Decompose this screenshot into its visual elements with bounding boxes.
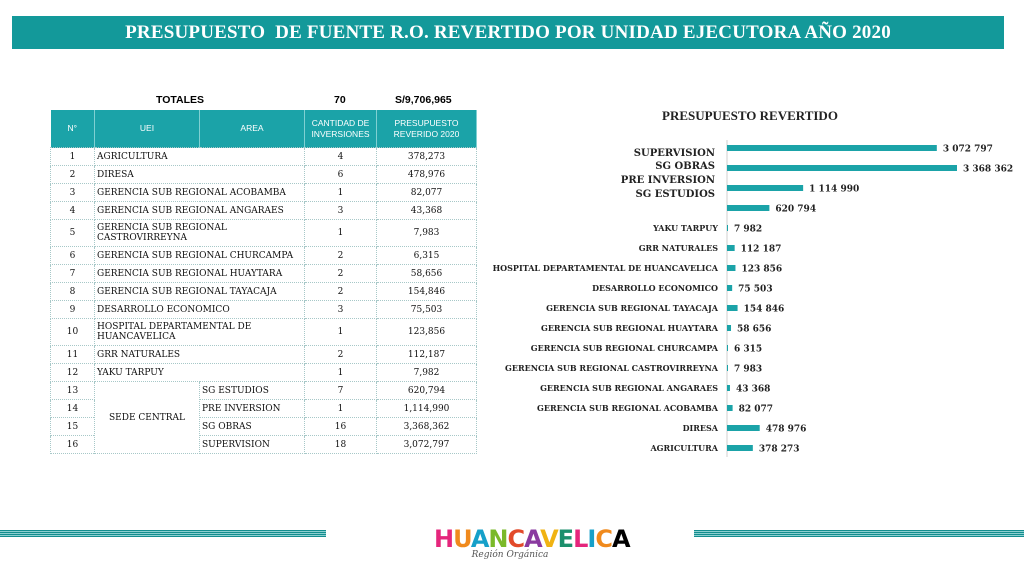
cell-cantidad: 1: [305, 220, 377, 247]
page-title: PRESUPUESTO DE FUENTE R.O. REVERTIDO POR UNIDAD EJECUTORA AÑO 2020: [125, 21, 891, 43]
cell-monto: 112,187: [377, 346, 477, 364]
chart-bar: [727, 425, 760, 431]
chart-value-label: 112 187: [740, 244, 782, 255]
logo-tagline: Región Orgánica: [471, 550, 549, 560]
col-header-n: N°: [51, 110, 95, 148]
chart-bar: [727, 345, 728, 351]
chart-bar: [727, 365, 728, 371]
chart-bar: [727, 245, 735, 251]
cell-monto: 620,794: [377, 382, 477, 400]
logo-letter: E: [557, 525, 574, 553]
cell-n: 4: [51, 202, 95, 220]
cell-area: SUPERVISION: [200, 436, 305, 454]
cell-monto: 58,656: [377, 265, 477, 283]
cell-area: SG ESTUDIOS: [200, 382, 305, 400]
cell-n: 8: [51, 283, 95, 301]
cell-n: 2: [51, 166, 95, 184]
chart-category-label: GERENCIA SUB REGIONAL TAYACAJA: [546, 303, 718, 313]
cell-monto: 6,315: [377, 247, 477, 265]
cell-monto: 75,503: [377, 301, 477, 319]
cell-n: 9: [51, 301, 95, 319]
cell-sede-central: SEDE CENTRAL: [95, 382, 200, 454]
chart-value-label: 43 368: [735, 384, 771, 395]
chart-category-label: YAKU TARPUY: [653, 223, 718, 233]
footer-stripe-right: [694, 530, 1024, 537]
col-header-cantidad: CANTIDAD DE INVERSIONES: [305, 110, 377, 148]
cell-uei: GERENCIA SUB REGIONAL ANGARAES: [95, 202, 305, 220]
table-row: [51, 184, 477, 202]
cell-cantidad: 2: [305, 346, 377, 364]
cell-monto: 7,983: [377, 220, 477, 247]
table-row: [51, 166, 477, 184]
chart-bar: [727, 185, 803, 191]
cell-cantidad: 1: [305, 364, 377, 382]
chart-value-label: 123 856: [741, 264, 783, 275]
totals-amount: S/9,706,965: [395, 94, 452, 106]
chart-category-label: GERENCIA SUB REGIONAL ACOBAMBA: [537, 403, 718, 413]
cell-n: 16: [51, 436, 95, 454]
cell-n: 15: [51, 418, 95, 436]
table-row: [51, 202, 477, 220]
chart-value-label: 6 315: [734, 344, 763, 355]
table-row: [51, 247, 477, 265]
title-banner: [12, 16, 1004, 49]
totals-label: TOTALES: [156, 94, 205, 106]
table-row: [51, 148, 477, 166]
chart-bar: [727, 305, 738, 311]
cell-area: PRE INVERSION: [200, 400, 305, 418]
table-row: [51, 364, 477, 382]
cell-cantidad: 3: [305, 202, 377, 220]
chart-value-label: 7 982: [734, 224, 763, 235]
chart-bar: [727, 445, 753, 451]
col-header-area: AREA: [200, 110, 305, 148]
logo-letter: C: [507, 525, 525, 553]
bar-chart: [490, 132, 1020, 462]
chart-value-label: 1 114 990: [809, 184, 860, 195]
chart-category-label: SG OBRAS: [655, 161, 715, 172]
chart-title: PRESUPUESTO REVERTIDO: [662, 108, 838, 123]
cell-monto: 123,856: [377, 319, 477, 346]
chart-value-label: 378 273: [758, 444, 800, 455]
chart-category-label: HOSPITAL DEPARTAMENTAL DE HUANCAVELICA: [492, 263, 718, 273]
cell-uei: GERENCIA SUB REGIONAL TAYACAJA: [95, 283, 305, 301]
chart-bar: [727, 285, 732, 291]
table-row: [51, 265, 477, 283]
logo-letter: U: [453, 525, 471, 553]
table-row: [51, 346, 477, 364]
cell-cantidad: 3: [305, 301, 377, 319]
cell-monto: 3,072,797: [377, 436, 477, 454]
cell-n: 5: [51, 220, 95, 247]
chart-category-label: AGRICULTURA: [650, 443, 718, 453]
chart-category-label: GERENCIA SUB REGIONAL CHURCAMPA: [530, 343, 718, 353]
cell-monto: 478,976: [377, 166, 477, 184]
cell-n: 7: [51, 265, 95, 283]
cell-cantidad: 2: [305, 283, 377, 301]
cell-cantidad: 16: [305, 418, 377, 436]
logo-letter: A: [611, 525, 630, 553]
cell-uei: HOSPITAL DEPARTAMENTAL DE HUANCAVELICA: [95, 319, 305, 346]
table-header-row: [51, 110, 477, 148]
chart-bar: [727, 225, 728, 231]
chart-category-label: DIRESA: [682, 423, 718, 433]
table-row: [51, 319, 477, 346]
table-row: [51, 283, 477, 301]
chart-value-label: 3 368 362: [963, 164, 1014, 175]
chart-bar: [727, 205, 769, 211]
chart-category-label: SUPERVISION: [633, 148, 715, 159]
cell-uei: AGRICULTURA: [95, 148, 305, 166]
cell-cantidad: 6: [305, 166, 377, 184]
table-row: [51, 382, 477, 400]
budget-table: [50, 110, 477, 454]
cell-monto: 3,368,362: [377, 418, 477, 436]
logo-letter: A: [524, 525, 541, 553]
cell-n: 10: [51, 319, 95, 346]
chart-value-label: 75 503: [738, 284, 773, 295]
totals-count: 70: [334, 94, 346, 106]
cell-monto: 1,114,990: [377, 400, 477, 418]
cell-uei: GERENCIA SUB REGIONAL CHURCAMPA: [95, 247, 305, 265]
chart-value-label: 7 983: [734, 364, 763, 375]
chart-category-label: GERENCIA SUB REGIONAL ANGARAES: [540, 383, 718, 393]
chart-category-label: SG ESTUDIOS: [635, 189, 715, 200]
cell-uei: GERENCIA SUB REGIONAL CASTROVIRREYNA: [95, 220, 305, 247]
cell-monto: 378,273: [377, 148, 477, 166]
cell-uei: GRR NATURALES: [95, 346, 305, 364]
huancavelica-logo: [434, 524, 630, 570]
chart-bar: [727, 385, 730, 391]
cell-monto: 7,982: [377, 364, 477, 382]
cell-n: 6: [51, 247, 95, 265]
cell-uei: YAKU TARPUY: [95, 364, 305, 382]
cell-n: 3: [51, 184, 95, 202]
cell-n: 1: [51, 148, 95, 166]
logo-letter: N: [488, 525, 508, 553]
chart-bar: [727, 165, 957, 171]
cell-cantidad: 2: [305, 247, 377, 265]
cell-monto: 154,846: [377, 283, 477, 301]
chart-value-label: 82 077: [738, 404, 774, 415]
cell-uei: GERENCIA SUB REGIONAL HUAYTARA: [95, 265, 305, 283]
cell-uei: GERENCIA SUB REGIONAL ACOBAMBA: [95, 184, 305, 202]
chart-category-label: GERENCIA SUB REGIONAL CASTROVIRREYNA: [505, 363, 718, 373]
logo-letter: A: [470, 525, 489, 553]
chart-bar: [727, 405, 733, 411]
cell-cantidad: 1: [305, 400, 377, 418]
chart-value-label: 620 794: [775, 204, 817, 215]
cell-n: 14: [51, 400, 95, 418]
col-header-presupuesto: PRESUPUESTO REVERIDO 2020: [377, 110, 477, 148]
cell-monto: 82,077: [377, 184, 477, 202]
logo-letter: V: [540, 525, 558, 553]
chart-category-label: GERENCIA SUB REGIONAL HUAYTARA: [541, 323, 718, 333]
chart-bar: [727, 265, 735, 271]
table-row: [51, 220, 477, 247]
logo-letter: L: [573, 525, 588, 553]
cell-cantidad: 7: [305, 382, 377, 400]
chart-bar: [727, 325, 731, 331]
col-header-uei: UEI: [95, 110, 200, 148]
chart-category-label: DESARROLLO ECONOMICO: [592, 283, 718, 293]
chart-value-label: 478 976: [765, 424, 807, 435]
cell-n: 12: [51, 364, 95, 382]
cell-cantidad: 2: [305, 265, 377, 283]
chart-value-label: 3 072 797: [942, 144, 993, 155]
cell-cantidad: 18: [305, 436, 377, 454]
footer-stripe-left: [0, 530, 326, 537]
cell-n: 13: [51, 382, 95, 400]
logo-letter: H: [434, 525, 454, 553]
cell-uei: DESARROLLO ECONOMICO: [95, 301, 305, 319]
chart-category-label: PRE INVERSION: [620, 175, 715, 186]
cell-cantidad: 1: [305, 184, 377, 202]
cell-cantidad: 4: [305, 148, 377, 166]
cell-cantidad: 1: [305, 319, 377, 346]
cell-area: SG OBRAS: [200, 418, 305, 436]
cell-n: 11: [51, 346, 95, 364]
chart-value-label: 154 846: [743, 304, 785, 315]
cell-monto: 43,368: [377, 202, 477, 220]
logo-letter: I: [587, 525, 596, 553]
table-row: [51, 301, 477, 319]
chart-bar: [727, 145, 937, 151]
logo-letter: C: [595, 525, 612, 553]
chart-category-label: GRR NATURALES: [638, 243, 718, 253]
cell-uei: DIRESA: [95, 166, 305, 184]
chart-value-label: 58 656: [737, 324, 772, 335]
